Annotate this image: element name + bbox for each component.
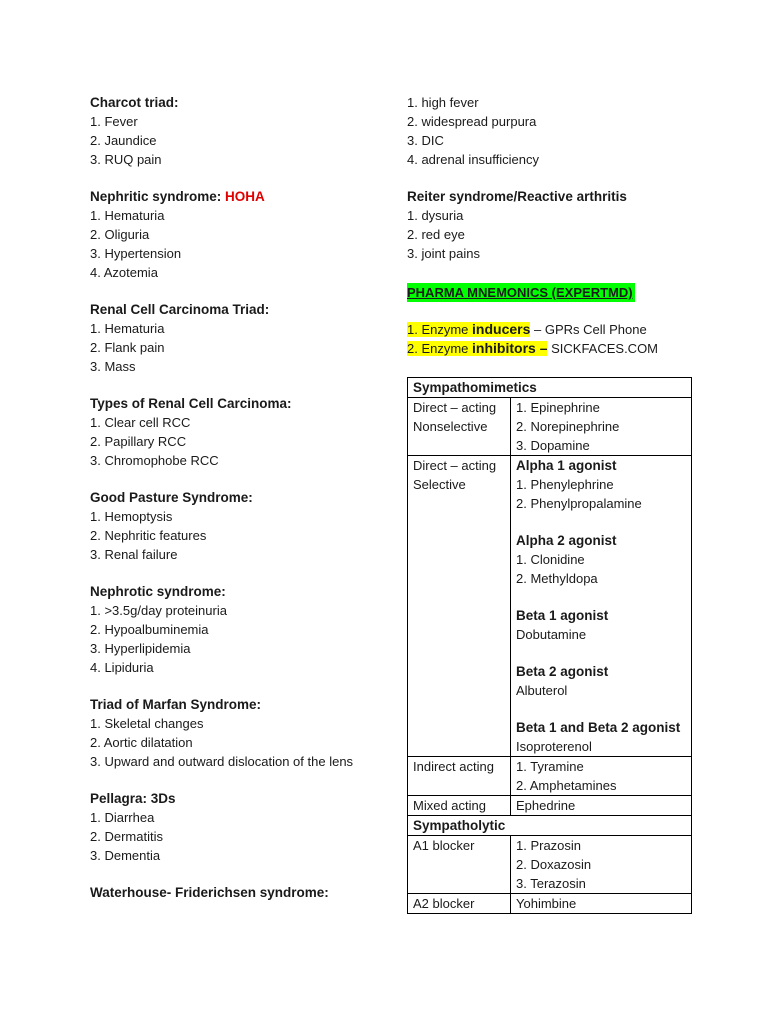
- table-cell-drugs: Yohimbine: [511, 894, 692, 914]
- list-item: 4. Lipiduria: [90, 660, 154, 675]
- spacer: [516, 588, 686, 606]
- list-item: 3. Hypertension: [90, 246, 182, 261]
- cell-line: 1. Epinephrine: [516, 400, 600, 415]
- section-title: Renal Cell Carcinoma Triad:: [90, 302, 270, 317]
- spacer: [516, 644, 686, 662]
- cell-line: 2. Phenylpropalamine: [516, 496, 642, 511]
- mnemonic-keyword: inducers: [472, 321, 531, 337]
- table-cell-category: [408, 456, 511, 757]
- list-item: 3. Dementia: [90, 848, 161, 863]
- mnemonic-keyword: inhibitors –: [472, 340, 548, 356]
- cell-line: Selective: [413, 477, 466, 492]
- table-row: [408, 796, 692, 816]
- cell-line: 2. Norepinephrine: [516, 419, 620, 434]
- list-item: 2. Aortic dilatation: [90, 735, 193, 750]
- table-header-sympathomimetics: Sympathomimetics: [408, 378, 692, 398]
- list-item: 3. Upward and outward dislocation of the lens: [90, 754, 354, 769]
- cell-line: 2. Amphetamines: [516, 778, 617, 793]
- waterhouse-section: [90, 883, 370, 902]
- cell-line: Dobutamine: [516, 627, 587, 642]
- list-item: 3. DIC: [407, 133, 444, 148]
- nephrotic-syndrome-section: [90, 582, 370, 677]
- list-item: 3. Hyperlipidemia: [90, 641, 191, 656]
- list-item: 1. Diarrhea: [90, 810, 155, 825]
- list-item: 4. Azotemia: [90, 265, 158, 280]
- pharma-table: [407, 377, 692, 914]
- section-title: Triad of Marfan Syndrome:: [90, 697, 262, 712]
- cell-line: Isoproterenol: [516, 739, 592, 754]
- list-item: 1. high fever: [407, 95, 479, 110]
- section-title: Waterhouse- Friderichsen syndrome:: [90, 885, 329, 900]
- table-cell-drugs: [511, 456, 692, 757]
- pharma-heading-section: [407, 281, 707, 302]
- cell-line: 3. Dopamine: [516, 438, 590, 453]
- list-item: 1. Skeletal changes: [90, 716, 204, 731]
- cell-line: 1. Tyramine: [516, 759, 584, 774]
- list-item: 2. Jaundice: [90, 133, 157, 148]
- cell-line: 1. Prazosin: [516, 838, 582, 853]
- table-cell-category: Mixed acting: [408, 796, 511, 816]
- mnemonic-item: [407, 320, 707, 339]
- charcot-triad-section: [90, 93, 370, 169]
- marfan-section: [90, 695, 370, 771]
- reiter-section: [407, 187, 707, 263]
- mnemonic-item: [407, 339, 707, 358]
- cell-line: Albuterol: [516, 683, 568, 698]
- mnemonics-list: [407, 320, 707, 358]
- list-item: 1. Hemoptysis: [90, 509, 173, 524]
- table-cell-drugs: [511, 398, 692, 456]
- list-item: 2. Dermatitis: [90, 829, 163, 844]
- types-rcc-section: [90, 394, 370, 470]
- list-item: 2. Flank pain: [90, 340, 165, 355]
- group-heading: Beta 1 agonist: [516, 608, 609, 623]
- section-title: Charcot triad:: [90, 95, 179, 110]
- cell-line: Nonselective: [413, 419, 488, 434]
- list-item: 4. adrenal insufficiency: [407, 152, 540, 167]
- section-title-highlight: HOHA: [225, 189, 265, 204]
- group-heading: Beta 1 and Beta 2 agonist: [516, 720, 681, 735]
- left-column: [90, 93, 370, 920]
- table-cell-category: Indirect acting: [408, 757, 511, 796]
- table-cell-category: A1 blocker: [408, 836, 511, 894]
- table-row: [408, 757, 692, 796]
- mnemonic-highlight: [407, 322, 530, 337]
- group-heading: Beta 2 agonist: [516, 664, 609, 679]
- table-row: [408, 836, 692, 894]
- list-item: 2. Hypoalbuminemia: [90, 622, 209, 637]
- list-item: 1. Clear cell RCC: [90, 415, 191, 430]
- list-item: 3. Mass: [90, 359, 136, 374]
- mnemonic-rest: SICKFACES.COM: [547, 341, 659, 356]
- list-item: 2. Papillary RCC: [90, 434, 187, 449]
- cell-line: 2. Methyldopa: [516, 571, 598, 586]
- list-item: 3. joint pains: [407, 246, 480, 261]
- pellagra-section: [90, 789, 370, 865]
- section-title: Reiter syndrome/Reactive arthritis: [407, 189, 627, 204]
- cell-line: Direct – acting: [413, 458, 497, 473]
- mnemonic-prefix: 1. Enzyme: [407, 322, 473, 337]
- table-row: [408, 894, 692, 914]
- list-item: 3. RUQ pain: [90, 152, 162, 167]
- table-cell-category: [408, 398, 511, 456]
- mnemonic-highlight: [407, 341, 547, 356]
- spacer: [516, 700, 686, 718]
- table-cell-drugs: [511, 836, 692, 894]
- list-item: 1. >3.5g/day proteinuria: [90, 603, 227, 618]
- right-column: [407, 93, 707, 358]
- list-item: 3. Renal failure: [90, 547, 178, 562]
- list-item: 2. widespread purpura: [407, 114, 537, 129]
- section-title: [90, 187, 370, 206]
- table-row: [408, 398, 692, 456]
- pharma-heading: PHARMA MNEMONICS (EXPERTMD): [407, 285, 633, 300]
- section-title: Nephrotic syndrome:: [90, 584, 226, 599]
- list-item: 3. Chromophobe RCC: [90, 453, 219, 468]
- section-title: Pellagra: 3Ds: [90, 791, 176, 806]
- cell-line: 3. Terazosin: [516, 876, 586, 891]
- nephritic-syndrome-section: [90, 187, 370, 282]
- table-row: [408, 456, 692, 757]
- table-cell-category: A2 blocker: [408, 894, 511, 914]
- section-title-text: Nephritic syndrome:: [90, 189, 226, 204]
- group-heading: Alpha 2 agonist: [516, 533, 617, 548]
- waterhouse-items-section: [407, 93, 707, 169]
- list-item: 1. Hematuria: [90, 321, 165, 336]
- table-header-sympatholytic: Sympatholytic: [408, 816, 692, 836]
- list-item: 1. dysuria: [407, 208, 464, 223]
- section-title: Types of Renal Cell Carcinoma:: [90, 396, 292, 411]
- mnemonic-prefix: 2. Enzyme: [407, 341, 473, 356]
- table-row: [408, 378, 692, 398]
- mnemonic-rest: – GPRs Cell Phone: [530, 322, 647, 337]
- good-pasture-section: [90, 488, 370, 564]
- list-item: 2. red eye: [407, 227, 465, 242]
- cell-line: 1. Phenylephrine: [516, 477, 614, 492]
- section-title: Good Pasture Syndrome:: [90, 490, 253, 505]
- list-item: 1. Fever: [90, 114, 138, 129]
- list-item: 1. Hematuria: [90, 208, 165, 223]
- renal-cell-carcinoma-triad-section: [90, 300, 370, 376]
- list-item: 2. Nephritic features: [90, 528, 207, 543]
- spacer: [516, 513, 686, 531]
- group-heading: Alpha 1 agonist: [516, 458, 617, 473]
- table-row: [408, 816, 692, 836]
- table-cell-drugs: Ephedrine: [511, 796, 692, 816]
- cell-line: 2. Doxazosin: [516, 857, 592, 872]
- list-item: 2. Oliguria: [90, 227, 150, 242]
- cell-line: 1. Clonidine: [516, 552, 585, 567]
- cell-line: Direct – acting: [413, 400, 497, 415]
- table-cell-drugs: [511, 757, 692, 796]
